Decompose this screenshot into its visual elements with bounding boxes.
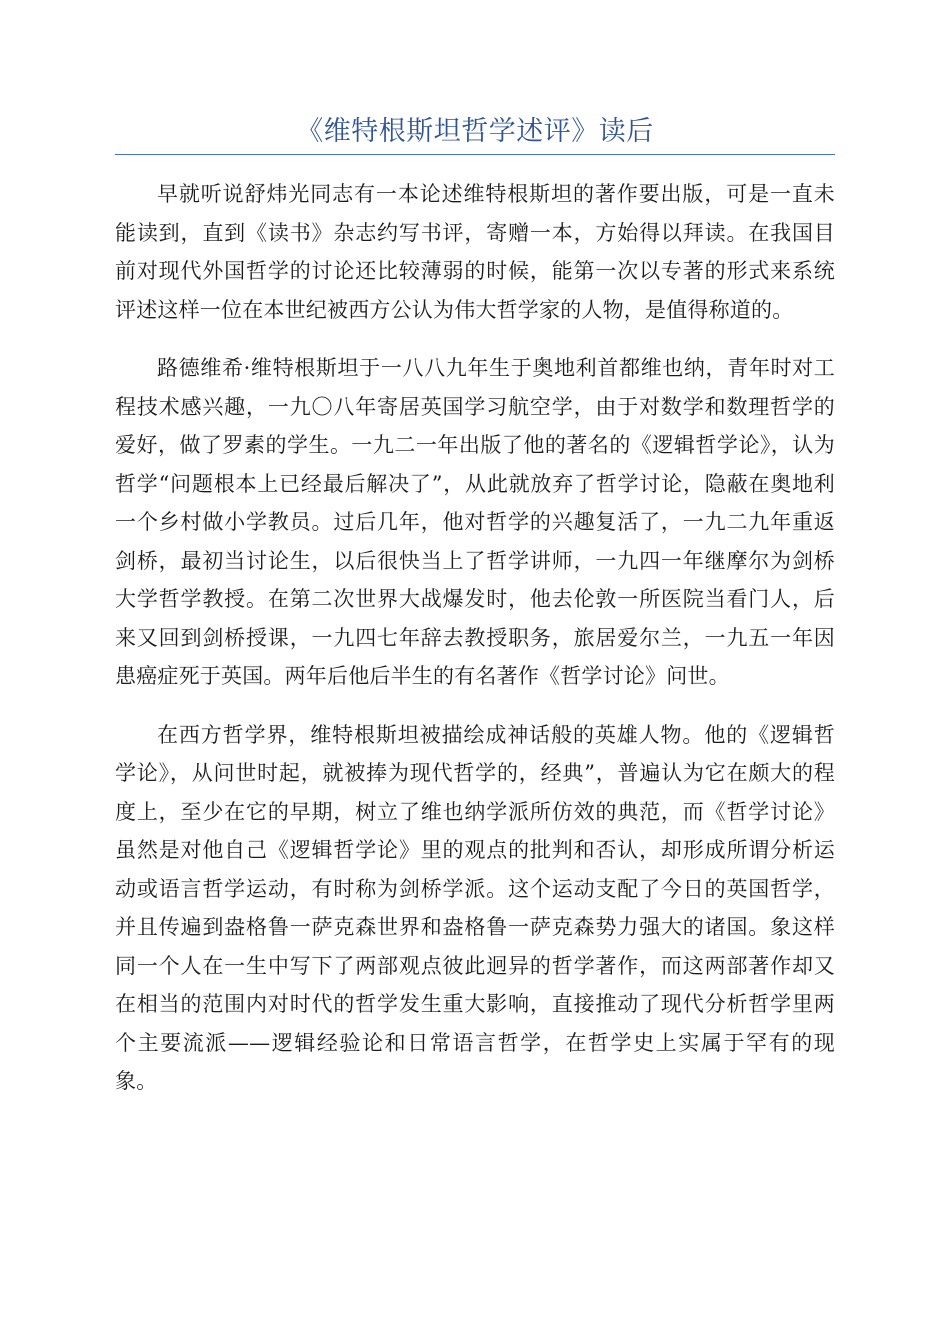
paragraph-1: 早就听说舒炜光同志有一本论述维特根斯坦的著作要出版，可是一直未能读到，直到《读书》杂志约写书评，寄赠一本，方始得以拜读。在我国目前对现代外国哲学的讨论还比较薄弱的时候，能第一次以专著的形式来系统评述这样一位在本世纪被西方公认为伟大哲学家的人物，是值得称道的。: [115, 182, 835, 322]
document-body: [115, 175, 835, 1121]
document-title: 《维特根斯坦哲学述评》读后: [296, 116, 654, 147]
paragraph-2: 路德维希·维特根斯坦于一八八九年生于奥地利首都维也纳，青年时对工程技术感兴趣，一九〇八年寄居英国学习航空学，由于对数学和数理哲学的爱好，做了罗素的学生。一九二一年出版了他的著名的《逻辑哲学论》，认为哲学“问题根本上已经最后解决了”，从此就放弃了哲学讨论，隐蔽在奥地利一个乡村做小学教员。过后几年，他对哲学的兴趣复活了，一九二九年重返剑桥，最初当讨论生，以后很快当上了哲学讲师，一九四一年继摩尔为剑桥大学哲学教授。在第二次世界大战爆发时，他去伦敦一所医院当看门人，后来又回到剑桥授课，一九四七年辞去教授职务，旅居爱尔兰，一九五一年因患癌症死于英国。两年后他后半生的有名著作《哲学讨论》问世。: [115, 356, 835, 688]
paragraph-3: 在西方哲学界，维特根斯坦被描绘成神话般的英雄人物。他的《逻辑哲学论》，从问世时起，就被捧为现代哲学的，经典”，普遍认为它在颇大的程度上，至少在它的早期，树立了维也纳学派所仿效的典范，而《哲学讨论》虽然是对他自己《逻辑哲学论》里的观点的批判和否认，却形成所谓分析运动或语言哲学运动，有时称为剑桥学派。这个运动支配了今日的英国哲学，并且传遍到盎格鲁一萨克森世界和盎格鲁一萨克森势力强大的诸国。象这样同一个人在一生中写下了两部观点彼此迥异的哲学著作，而这两部著作却又在相当的范围内对时代的哲学发生重大影响，直接推动了现代分析哲学里两个主要流派——逻辑经验论和日常语言哲学，在哲学史上实属于罕有的现象。: [115, 722, 835, 1093]
title-underline: [115, 154, 835, 155]
